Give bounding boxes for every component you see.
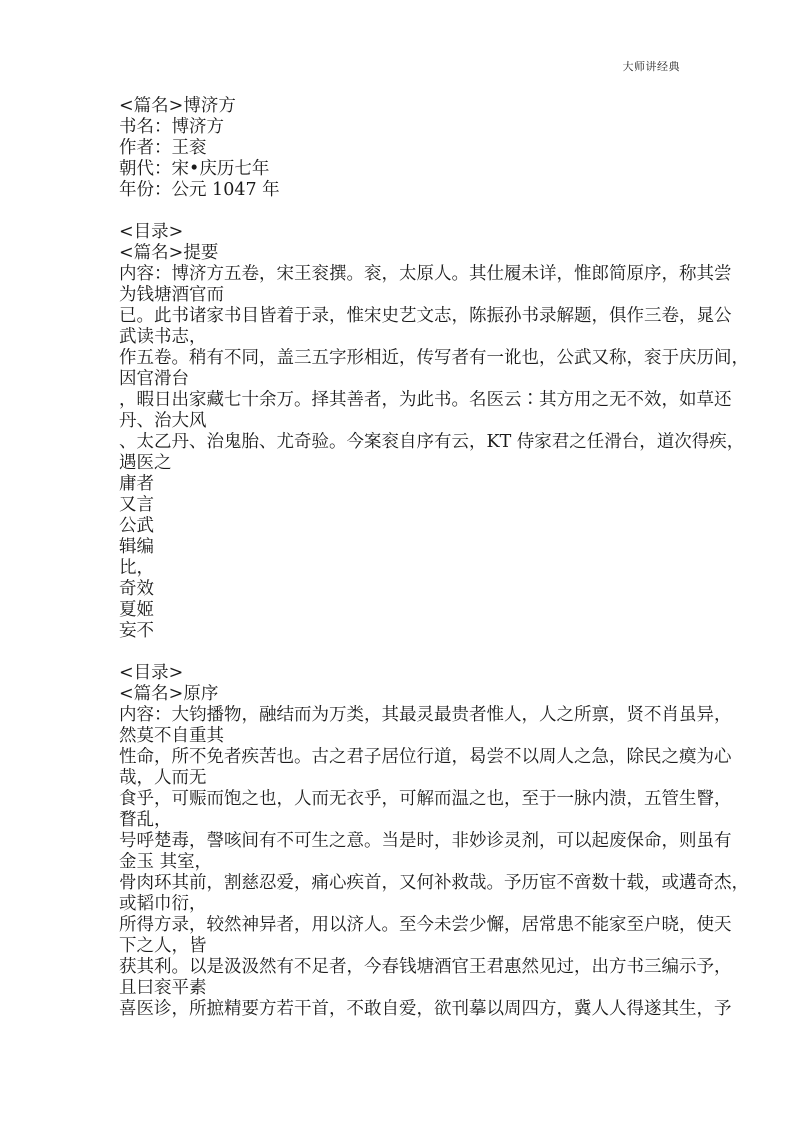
text-line: 内容：博济方五卷，宋王衮撰。衮，太原人。其仕履未详，惟郎简原序，称其尝	[119, 264, 732, 284]
text-line: 食乎，可赈而饱之也，人而无衣乎，可解而温之也，至于一脉内溃，五管生瞖，	[119, 789, 732, 809]
page-header: 大师讲经典	[622, 60, 680, 73]
text-line: 且曰衮平素	[119, 978, 207, 998]
section-title: <篇名>提要	[119, 243, 219, 263]
toc-marker: <目录>	[119, 222, 184, 242]
text-line: 夏姬	[119, 600, 154, 620]
text-line: 妄不	[119, 621, 154, 641]
text-line: 辑编	[119, 537, 154, 557]
text-line: 比，	[119, 558, 154, 578]
toc-marker: <目录>	[119, 663, 184, 683]
text-line: 所得方录，较然神异者，用以济人。至今未尝少懈，居常患不能家至户晓，使天	[119, 915, 732, 935]
blank-line	[119, 201, 679, 222]
text-line: 瞀乱，	[119, 810, 172, 830]
text-line: 、太乙丹、治鬼胎、尤奇验。今案衮自序有云，KT 侍家君之任滑台，道次得疾，	[119, 432, 745, 452]
text-line: 作五卷。稍有不同，盖三五字形相近，传写者有一讹也，公武又称，衮于庆历间，	[119, 348, 749, 368]
text-line: 奇效	[119, 579, 154, 599]
text-line: 丹、治大风	[119, 411, 207, 431]
text-line: 因官滑台	[119, 369, 189, 389]
text-line: 或韬巾衍，	[119, 894, 207, 914]
text-line: 为钱塘酒官而	[119, 285, 224, 305]
section-summary	[119, 222, 749, 642]
text-line: 获其利。以是汲汲然有不足者，今春钱塘酒官王君惠然见过，出方书三编示予，	[119, 957, 732, 977]
text-line: 公武	[119, 516, 154, 536]
text-line: 武读书志，	[119, 327, 207, 347]
text-line: 遇医之	[119, 453, 172, 473]
text-line: ，暇日出家藏七十余万。择其善者，为此书。名医云∶其方用之无不效，如草还	[119, 390, 732, 410]
book-name-line: 书名：博济方	[119, 117, 224, 137]
year-line: 年份：公元 1047 年	[119, 180, 280, 200]
text-line: 然莫不自重其	[119, 726, 224, 746]
chapter-title-line: <篇名>博济方	[119, 96, 236, 116]
author-line: 作者：王衮	[119, 138, 207, 158]
section-preface	[119, 663, 749, 1020]
text-line: 金玉 其室，	[119, 852, 213, 872]
document-body	[119, 96, 749, 1020]
text-line: 哉，人而无	[119, 768, 207, 788]
dynasty-line: 朝代：宋•庆历七年	[119, 159, 270, 179]
text-line: 喜医诊，所摭精要方若干首，不敢自爱，欲刊摹以周四方，冀人人得遂其生，予	[119, 999, 732, 1019]
text-line: 骨肉环其前，割慈忍爱，痛心疾首，又何补救哉。予历宦不啻数十载，或遘奇杰，	[119, 873, 749, 893]
text-line: 内容：大钧播物，融结而为万类，其最灵最贵者惟人，人之所禀，贤不肖虽异，	[119, 705, 732, 725]
text-line: 又言	[119, 495, 154, 515]
text-line: 性命，所不免者疾苦也。古之君子居位行道，曷尝不以周人之急，除民之瘼为心	[119, 747, 732, 767]
text-line: 已。此书诸家书目皆着于录，惟宋史艺文志，陈振孙书录解题，俱作三卷，晁公	[119, 306, 732, 326]
text-line: 庸者	[119, 474, 154, 494]
text-line: 号呼楚毒，謦咳间有不可生之意。当是时，非妙诊灵剂，可以起废保命，则虽有	[119, 831, 732, 851]
blank-line	[119, 642, 679, 663]
section-title: <篇名>原序	[119, 684, 219, 704]
text-line: 下之人，皆	[119, 936, 207, 956]
